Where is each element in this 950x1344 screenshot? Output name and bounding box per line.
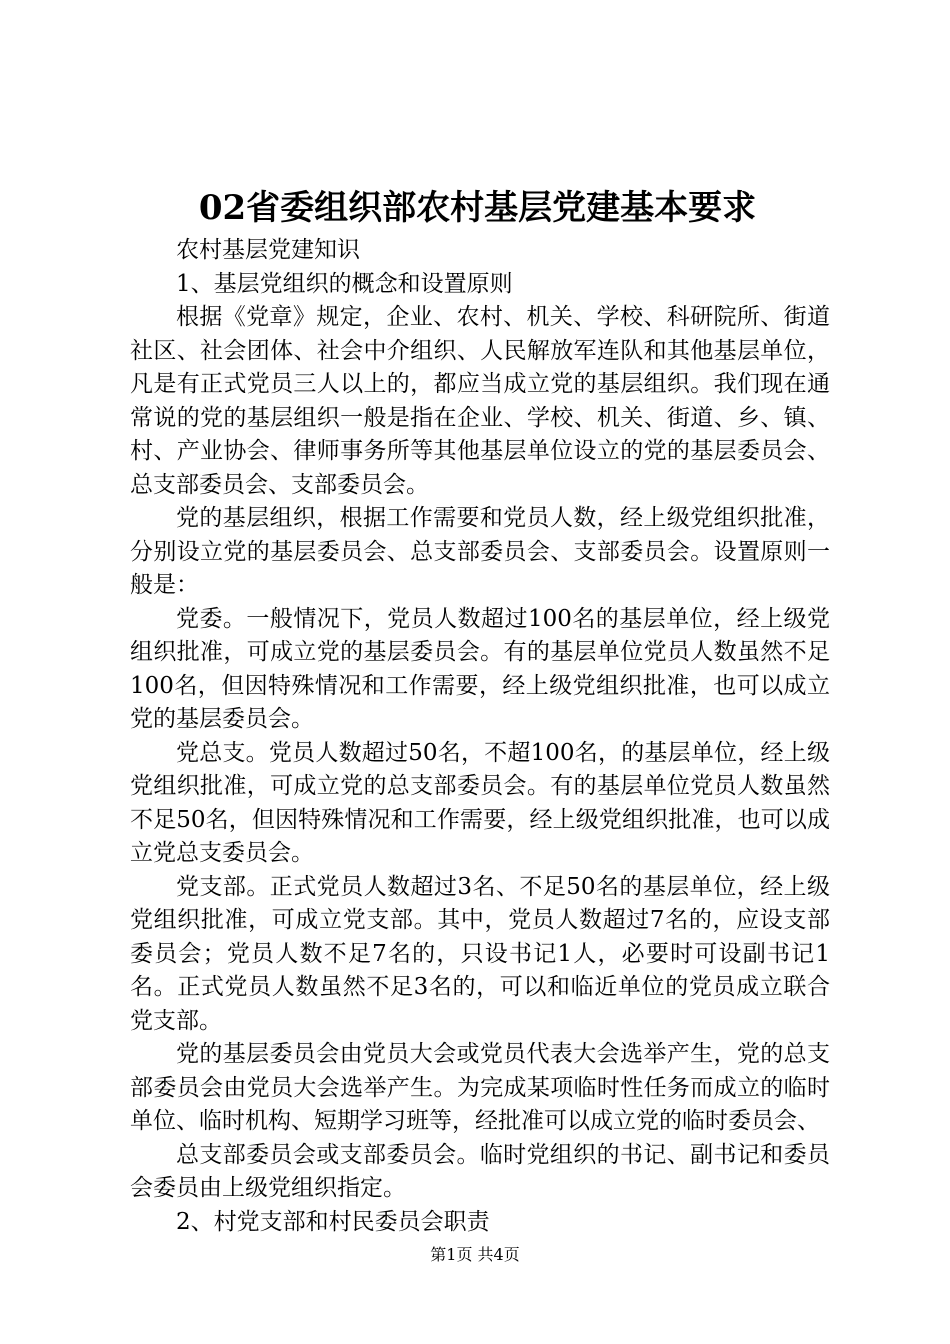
body-paragraph: 党总支。党员人数超过50名，不超100名，的基层单位，经上级党组织批准，可成立党的总支部委员会。有的基层单位党员人数虽然不足50名，但因特殊情况和工作需要，经上级党组织批准，也可以成立党总支委员会。: [130, 739, 830, 866]
subsection-heading: 2、村党支部和村民委员会职责: [176, 1208, 490, 1235]
body-paragraph: 总支部委员会或支部委员会。临时党组织的书记、副书记和委员会委员由上级党组织指定。: [130, 1141, 830, 1201]
body-paragraph: 党的基层委员会由党员大会或党员代表大会选举产生，党的总支部委员会由党员大会选举产生。为完成某项临时性任务而成立的临时单位、临时机构、短期学习班等，经批准可以成立党的临时委员会、: [130, 1041, 830, 1134]
page-number-footer: 第1页 共4页: [430, 1245, 520, 1264]
document-title: 02省委组织部农村基层党建基本要求: [198, 188, 757, 228]
document-body: [130, 234, 830, 1239]
body-paragraph: 根据《党章》规定，企业、农村、机关、学校、科研院所、街道社区、社会团体、社会中介组织、人民解放军连队和其他基层单位，凡是有正式党员三人以上的，都应当成立党的基层组织。我们现在通常说的党的基层组织一般是指在企业、学校、机关、街道、乡、镇、村、产业协会、律师事务所等其他基层单位设立的党的基层委员会、总支部委员会、支部委员会。: [130, 304, 830, 498]
body-paragraph: 党委。一般情况下，党员人数超过100名的基层单位，经上级党组织批准，可成立党的基层委员会。有的基层单位党员人数虽然不足100名，但因特殊情况和工作需要，经上级党组织批准，也可以成立党的基层委员会。: [130, 605, 830, 732]
subsection-heading: 1、基层党组织的概念和设置原则: [176, 270, 513, 297]
body-paragraph: 党的基层组织，根据工作需要和党员人数，经上级党组织批准，分别设立党的基层委员会、总支部委员会、支部委员会。设置原则一般是：: [130, 505, 830, 598]
section-heading: 农村基层党建知识: [176, 237, 360, 263]
body-paragraph: 党支部。正式党员人数超过3名、不足50名的基层单位，经上级党组织批准，可成立党支部。其中，党员人数超过7名的，应设支部委员会；党员人数不足7名的，只设书记1人，必要时可设副书记1名。正式党员人数虽然不足3名的，可以和临近单位的党员成立联合党支部。: [130, 873, 830, 1034]
